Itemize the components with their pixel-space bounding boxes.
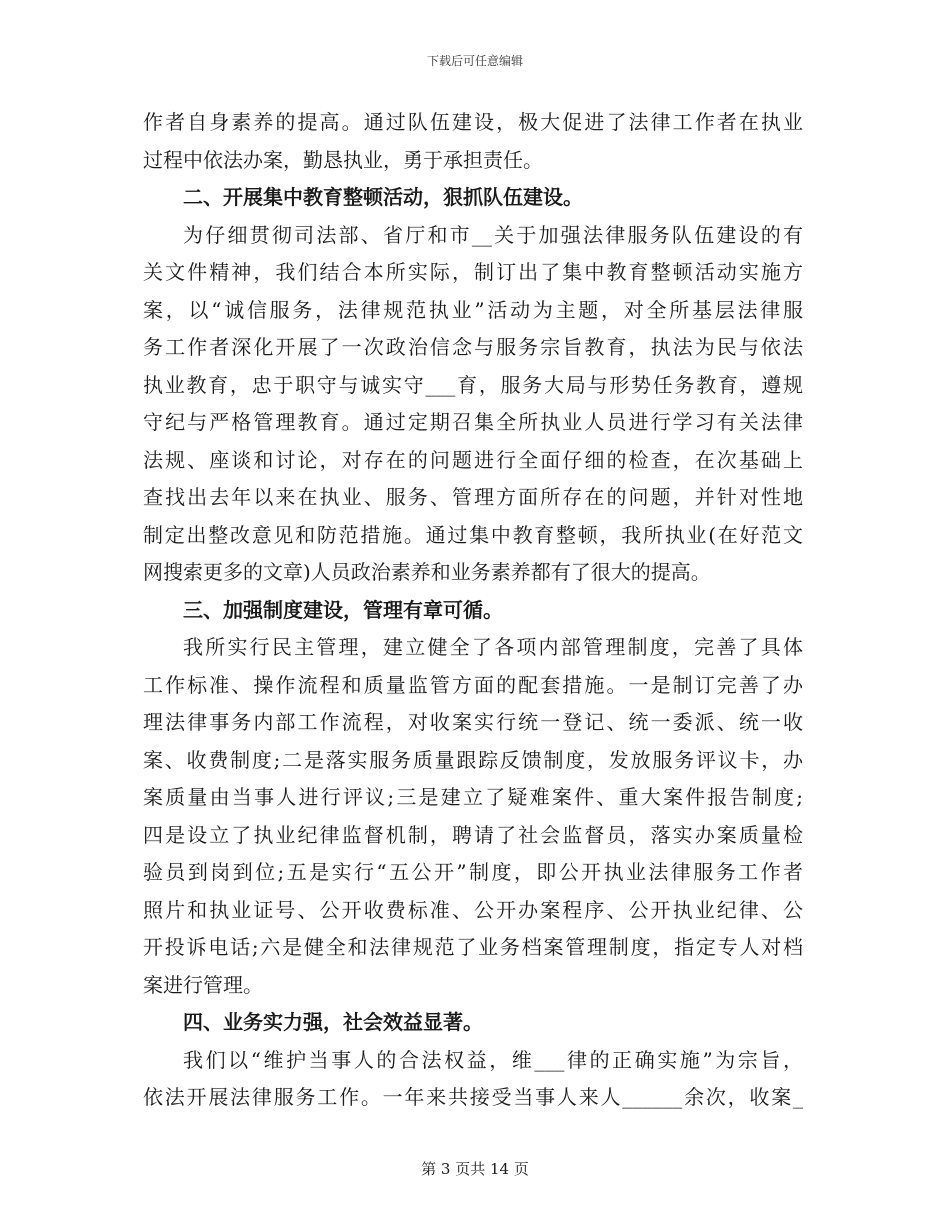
paragraph-line: 照片和执业证号、公开收费标准、公开办案程序、公开执业纪律、公 <box>143 897 803 922</box>
paragraph-line: 案进行管理。 <box>143 972 263 997</box>
paragraph-line: 理法律事务内部工作流程，对收案实行统一登记、统一委派、统一收 <box>143 710 803 734</box>
paragraph-line: 守纪与严格管理教育。通过定期召集全所执业人员进行学习有关法律 <box>143 410 803 434</box>
paragraph-line: 为仔细贯彻司法部、省厅和市__关于加强法律服务队伍建设的有 <box>183 222 803 247</box>
paragraph-line: 四是设立了执业纪律监督机制，聘请了社会监督员，落实办案质量检 <box>143 822 803 847</box>
section-heading: 四、业务实力强，社会效益显著。 <box>183 1010 483 1034</box>
paragraph-line: 执业教育，忠于职守与诚实守___育，服务大局与形势任务教育，遵规 <box>143 372 803 397</box>
paragraph-line: 制定出整改意见和防范措施。通过集中教育整顿，我所执业(在好范文 <box>143 522 803 547</box>
section-heading: 二、开展集中教育整顿活动，狠抓队伍建设。 <box>183 185 583 209</box>
document-body <box>143 104 803 1117</box>
paragraph-line: 关文件精神，我们结合本所实际，制订出了集中教育整顿活动实施方 <box>143 260 803 284</box>
paragraph-line: 案，以“诚信服务，法律规范执业”活动为主题，对全所基层法律服 <box>143 297 803 322</box>
paragraph-line: 我们以“维护当事人的合法权益，维___律的正确实施”为宗旨， <box>183 1047 803 1072</box>
section-heading: 三、加强制度建设，管理有章可循。 <box>183 597 503 622</box>
paragraph-line: 法规、座谈和讨论，对存在的问题进行全面仔细的检查，在次基础上 <box>143 447 803 472</box>
paragraph-line: 网搜索更多的文章)人员政治素养和业务素养都有了很大的提高。 <box>143 560 711 584</box>
paragraph-line: 过程中依法办案，勤恳执业，勇于承担责任。 <box>143 147 543 172</box>
paragraph-line: 工作标准、操作流程和质量监管方面的配套措施。一是制订完善了办 <box>143 672 803 697</box>
page-footer: 第 3 页共 14 页 <box>421 1160 529 1178</box>
paragraph-line: 查找出去年以来在执业、服务、管理方面所存在的问题，并针对性地 <box>143 485 803 509</box>
page-header: 下载后可任意编辑 <box>426 54 523 68</box>
paragraph-line: 我所实行民主管理，建立健全了各项内部管理制度，完善了具体 <box>183 635 803 659</box>
paragraph-line: 依法开展法律服务工作。一年来共接受当事人来人______余次，收案_ <box>143 1085 803 1109</box>
paragraph-line: 验员到岗到位;五是实行“五公开”制度，即公开执业法律服务工作者 <box>143 860 803 884</box>
paragraph-line: 开投诉电话;六是健全和法律规范了业务档案管理制度，指定专人对档 <box>143 935 803 959</box>
paragraph-line: 案质量由当事人进行评议;三是建立了疑难案件、重大案件报告制度; <box>143 785 803 809</box>
paragraph-line: 作者自身素养的提高。通过队伍建设，极大促进了法律工作者在执业 <box>143 110 803 134</box>
paragraph-line: 务工作者深化开展了一次政治信念与服务宗旨教育，执法为民与依法 <box>143 335 803 359</box>
paragraph-line: 案、收费制度;二是落实服务质量跟踪反馈制度，发放服务评议卡，办 <box>143 747 803 772</box>
